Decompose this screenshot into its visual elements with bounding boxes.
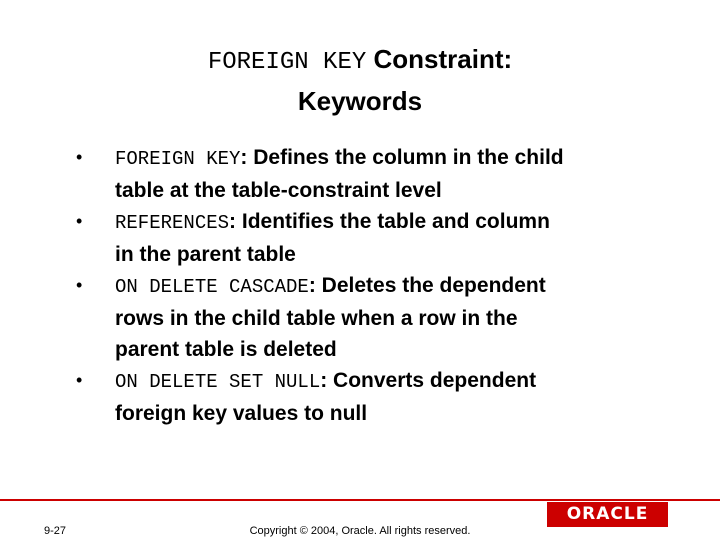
bullet-icon: •: [76, 275, 83, 295]
page-number: 9-27: [44, 525, 67, 537]
bullet-text-line: rows in the child table when a row in the: [115, 307, 518, 330]
bullet-keyword: ON DELETE CASCADE: [115, 276, 309, 298]
footer-divider: [0, 499, 720, 501]
copyright-notice: Copyright © 2004, Oracle. All rights reserved.: [249, 525, 471, 537]
bullet-text-line: : Defines the column in the child: [240, 146, 564, 169]
title-keyword: FOREIGN KEY: [207, 49, 367, 76]
bullet-item: [76, 365, 676, 429]
bullet-item: [76, 142, 676, 206]
bullet-item: [76, 270, 676, 365]
bullet-keyword: FOREIGN KEY: [115, 148, 241, 170]
bullet-keyword: REFERENCES: [115, 212, 230, 234]
bullet-text-line: : Identifies the table and column: [229, 210, 550, 233]
bullet-list: [76, 142, 676, 429]
title-rest: Constraint:: [366, 44, 513, 74]
bullet-icon: •: [76, 370, 83, 390]
bullet-icon: •: [76, 211, 83, 231]
bullet-keyword: ON DELETE SET NULL: [115, 371, 321, 393]
bullet-text-line: in the parent table: [115, 243, 296, 266]
bullet-item: [76, 206, 676, 270]
slide-title: [0, 40, 720, 120]
bullet-text-line: : Converts dependent: [320, 369, 537, 392]
bullet-text-line: : Deletes the dependent: [308, 274, 546, 297]
bullet-icon: •: [76, 147, 83, 167]
bullet-text-line: foreign key values to null: [115, 402, 368, 425]
oracle-logo: ORACLE: [547, 502, 668, 527]
title-line-1: [0, 40, 720, 82]
title-line-2: Keywords: [297, 86, 423, 116]
bullet-text-line: parent table is deleted: [115, 338, 337, 361]
bullet-text-line: table at the table-constraint level: [115, 179, 442, 202]
